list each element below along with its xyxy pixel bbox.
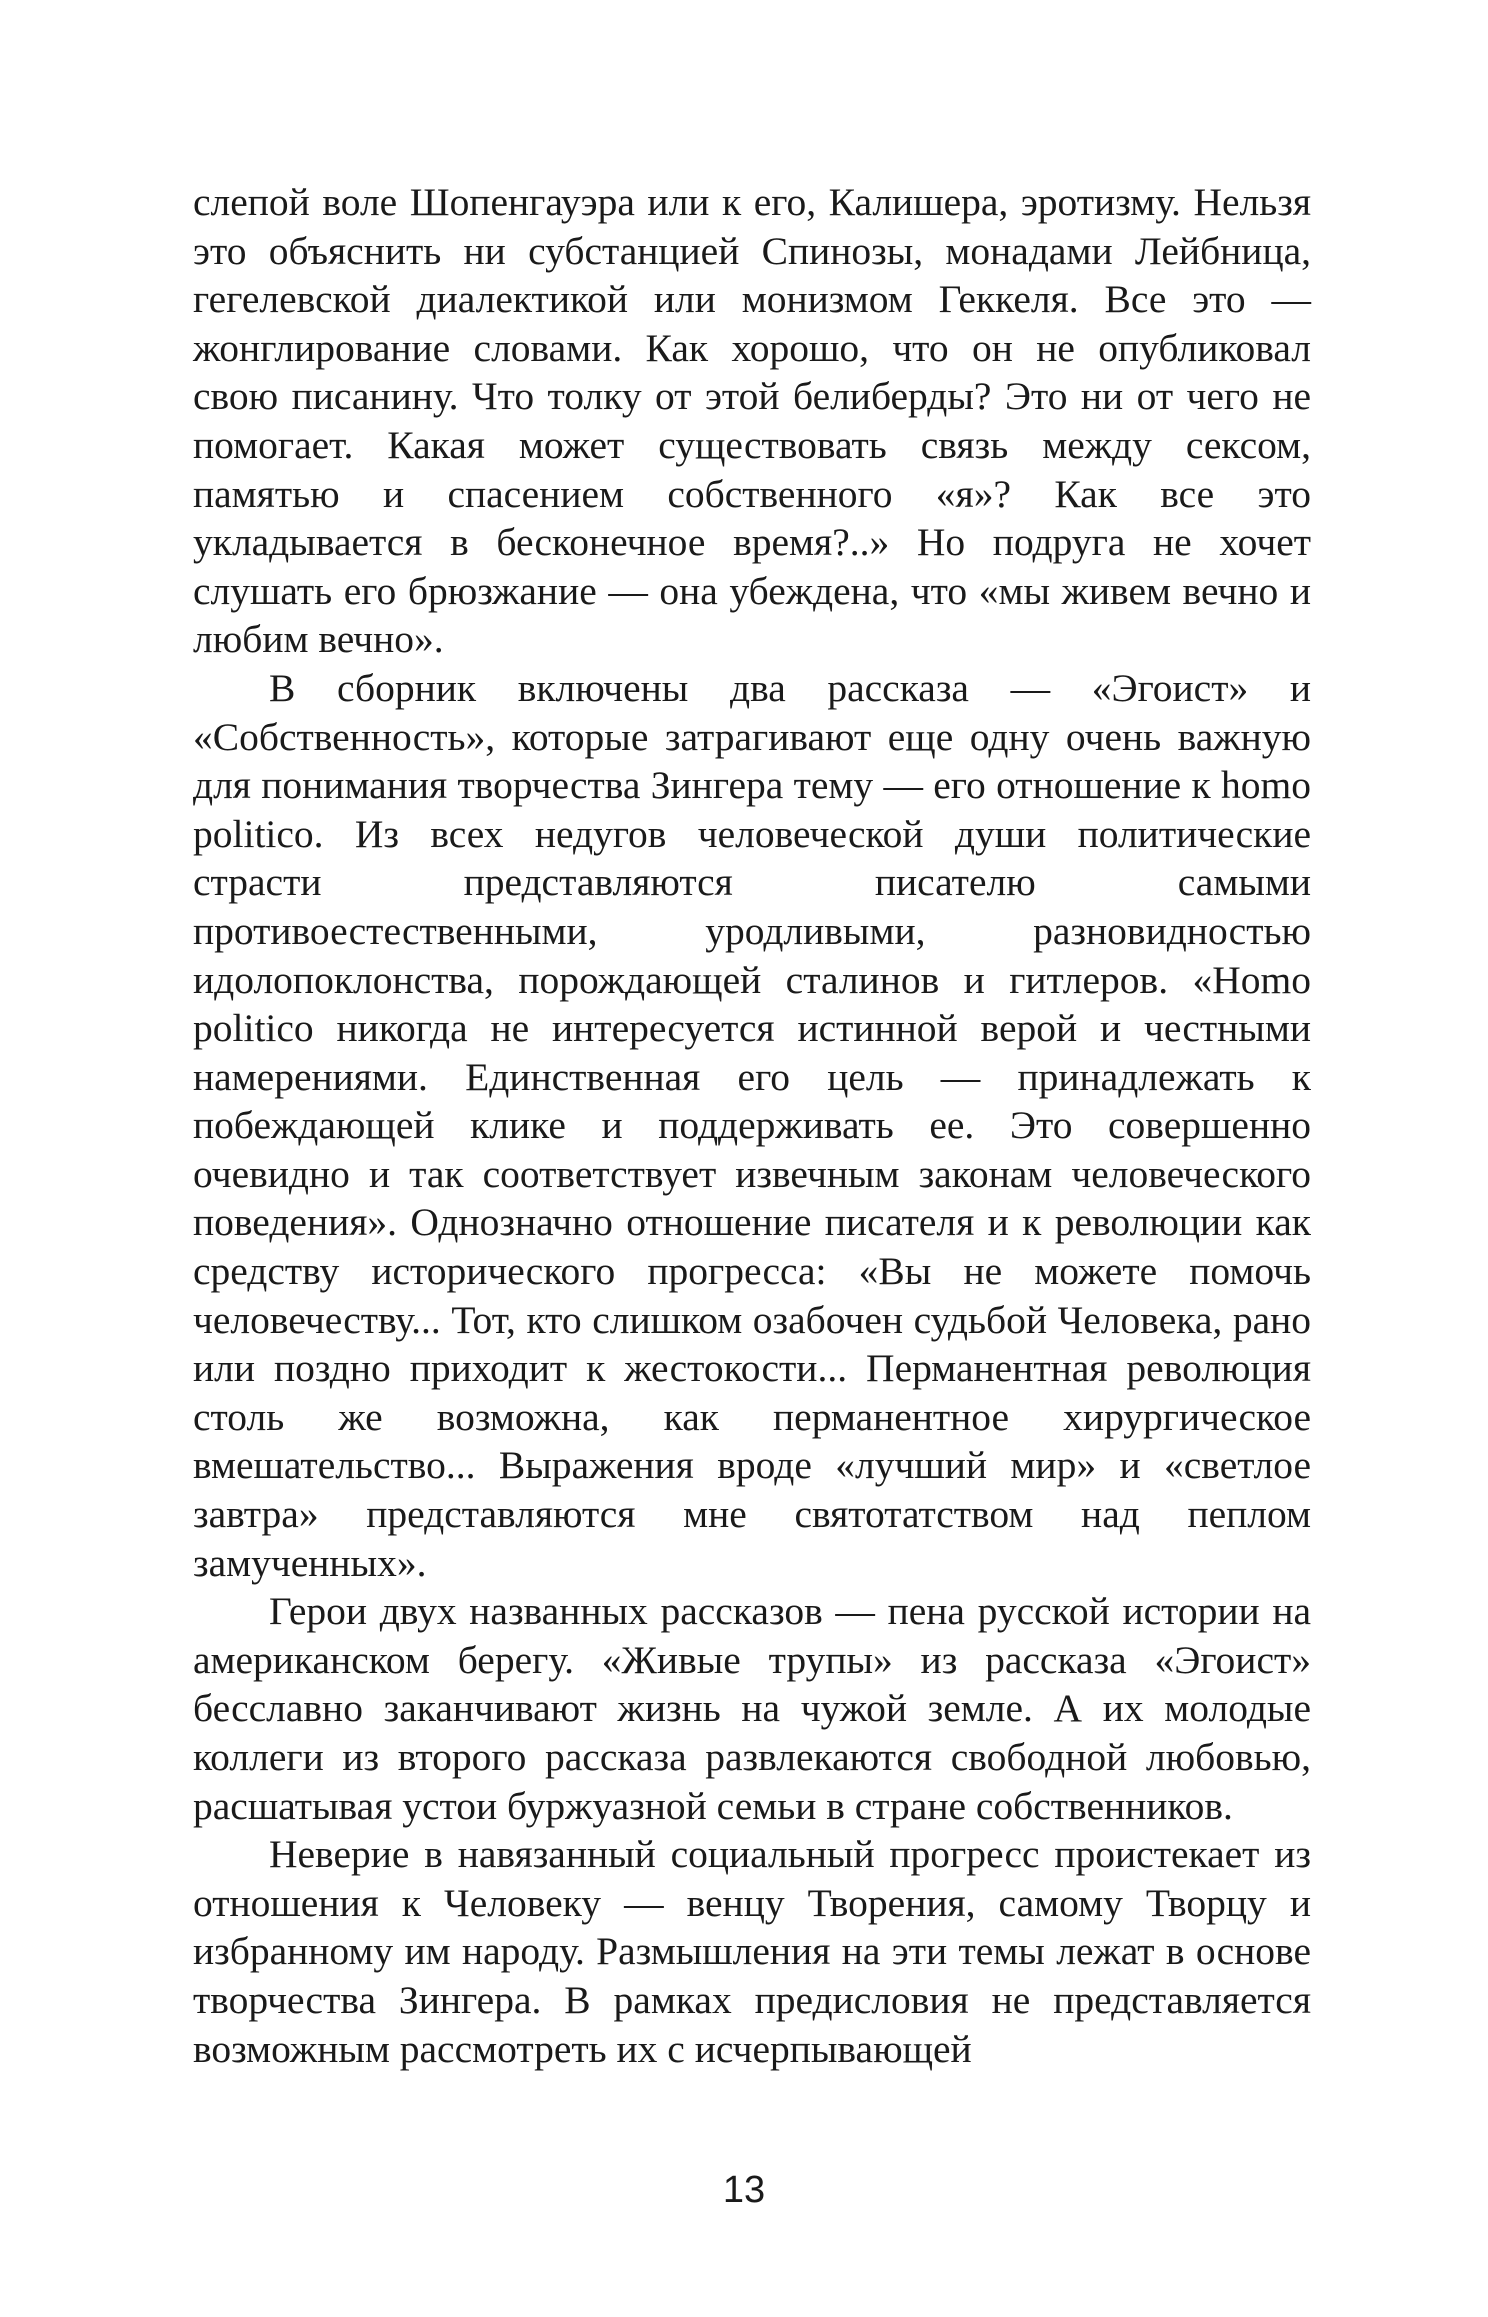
page-number: 13 <box>722 2169 766 2211</box>
paragraph-3: Герои двух названных рассказов — пена русской истории на американском берегу. «Живые трупы» из рассказа «Эгоист» бесславно заканчивают жизнь на чужой земле. А их молодые коллеги из второго рассказа развлекаются свободной любовью, расшатывая устои буржуазной семьи в стране собственников. <box>193 1589 1311 1828</box>
paragraph-1: слепой воле Шопенгауэра или к его, Калишера, эротизму. Нельзя это объяснить ни субстанцией Спинозы, монадами Лейбница, гегелевской диалектикой или монизмом Геккеля. Все это — жонглирование словами. Как хорошо, что он не опубликовал свою писанину. Что толку от этой белиберды? Это ни от чего не помогает. Какая может существовать связь между сексом, памятью и спасением собственного «я»? Как все это укладывается в бесконечное время?..» Но подруга не хочет слушать его брюзжание — она убеждена, что «мы живем вечно и любим вечно». <box>193 180 1311 662</box>
page-body <box>193 178 1311 2073</box>
paragraph-4: Неверие в навязанный социальный прогресс проистекает из отношения к Человеку — венцу Творения, самому Творцу и избранному им народу. Размышления на эти темы лежат в основе творчества Зингера. В рамках предисловия не представляется возможным рассмотреть их с исчерпывающей <box>193 1832 1311 2071</box>
paragraph-2: В сборник включены два рассказа — «Эгоист» и «Собственность», которые затрагивают еще одну очень важную для понимания творчества Зингера тему — его отношение к homo politico. Из всех недугов человеческой души политические страсти представляются писателю самыми противоестественными, уродливыми, разновидностью идолопоклонства, порождающей сталинов и гитлеров. «Homo politico никогда не интересуется истинной верой и честными намерениями. Единственная его цель — принадлежать к побеждающей клике и поддерживать ее. Это совершенно очевидно и так соответствует извечным законам человеческого поведения». Однозначно отношение писателя и к революции как средству исторического прогресса: «Вы не можете помочь человечеству... Тот, кто слишком озабочен судьбой Человека, рано или поздно приходит к жестокости... Перманентная революция столь же возможна, как перманентное хирургическое вмешательство... Выражения вроде «лучший мир» и «светлое завтра» представляются мне святотатством над пеплом замученных». <box>193 665 1311 1585</box>
